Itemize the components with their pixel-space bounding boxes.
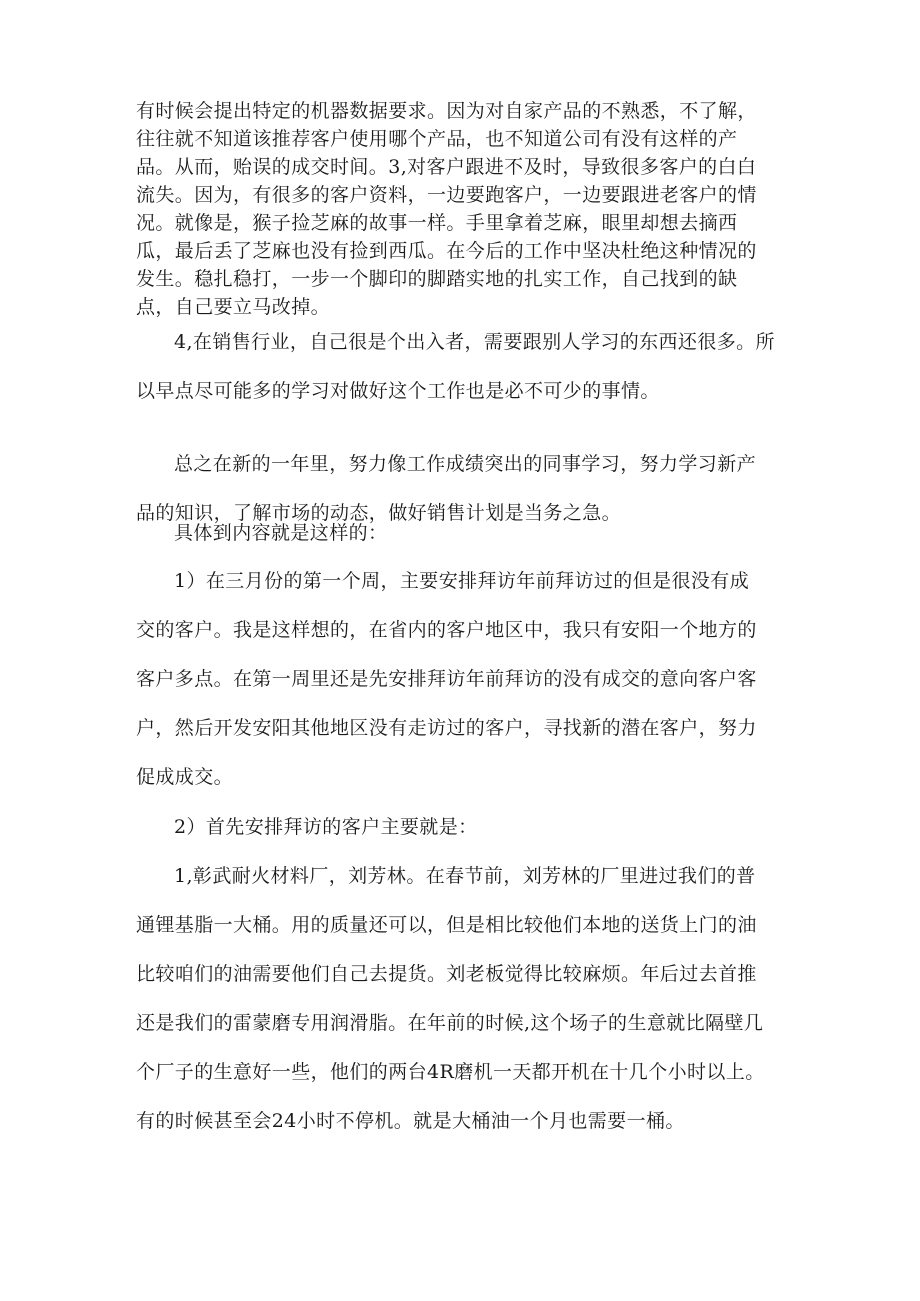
text-line: 2）首先安排拜访的客户主要就是： — [174, 816, 478, 838]
text-line: 总之在新的一年里，努力像工作成绩突出的同事学习，努力学习新产 — [174, 453, 757, 475]
text-line: 促成成交。 — [136, 766, 234, 788]
text-line: 1,彰武耐火材料厂，刘芳林。在春节前，刘芳林的厂里进过我们的普 — [174, 865, 756, 887]
text-line: 个厂子的生意好一些，他们的两台4R磨机一天都开机在十几个小时以上。 — [136, 1061, 765, 1083]
paragraph-content-intro — [136, 509, 796, 558]
paragraph-continuation — [136, 97, 796, 321]
text-line: 发生。稳扎稳打，一步一个脚印的脚踏实地的扎实工作，自己找到的缺 — [136, 268, 738, 290]
text-line: 瓜，最后丢了芝麻也没有捡到西瓜。在今后的工作中坚决杜绝这种情况的 — [136, 240, 757, 262]
text-line: 户，然后开发安阳其他地区没有走访过的客户，寻找新的潜在客户，努力 — [136, 717, 757, 739]
text-line: 况。就像是，猴子捡芝麻的故事一样。手里拿着芝麻，眼里却想去摘西 — [136, 212, 738, 234]
paragraph-item-1 — [136, 557, 796, 802]
text-line: 点，自己要立马改掉。 — [136, 296, 331, 318]
text-line: 往往就不知道该推荐客户使用哪个产品，也不知道公司有没有这样的产 — [136, 128, 738, 150]
text-line: 有的时候甚至会24小时不停机。就是大桶油一个月也需要一桶。 — [136, 1110, 685, 1132]
text-line: 交的客户。我是这样想的，在省内的客户地区中，我只有安阳一个地方的 — [136, 619, 757, 641]
paragraph-item-4 — [136, 318, 796, 416]
text-line: 通锂基脂一大桶。用的质量还可以，但是相比较他们本地的送货上门的油 — [136, 914, 757, 936]
text-line: 品的知识，了解市场的动态，做好销售计划是当务之急。 — [136, 502, 622, 524]
text-line: 客户多点。在第一周里还是先安排拜访年前拜访的没有成交的意向客户客 — [136, 668, 757, 690]
text-line: 以早点尽可能多的学习对做好这个工作也是必不可少的事情。 — [136, 380, 660, 402]
text-line: 流失。因为，有很多的客户资料，一边要跑客户，一边要跟进老客户的情 — [136, 184, 757, 206]
text-line: 1）在三月份的第一个周，主要安排拜访年前拜访过的但是很没有成 — [174, 570, 750, 592]
text-line: 比较咱们的油需要他们自己去提货。刘老板觉得比较麻烦。年后过去首推 — [136, 963, 757, 985]
paragraph-item-2 — [136, 803, 796, 852]
text-line: 具体到内容就是这样的： — [174, 522, 388, 544]
text-line: 还是我们的雷蒙磨专用润滑脂。在年前的时候,这个场子的生意就比隔壁几 — [136, 1012, 764, 1034]
paragraph-client-1 — [136, 852, 796, 1146]
text-line: 4,在销售行业，自己很是个出入者，需要跟别人学习的东西还很多。所 — [174, 331, 775, 353]
text-line: 有时候会提出特定的机器数据要求。因为对自家产品的不熟悉，不了解， — [136, 100, 757, 122]
text-line: 品。从而，贻误的成交时间。3,对客户跟进不及时，导致很多客户的白白 — [136, 156, 757, 178]
